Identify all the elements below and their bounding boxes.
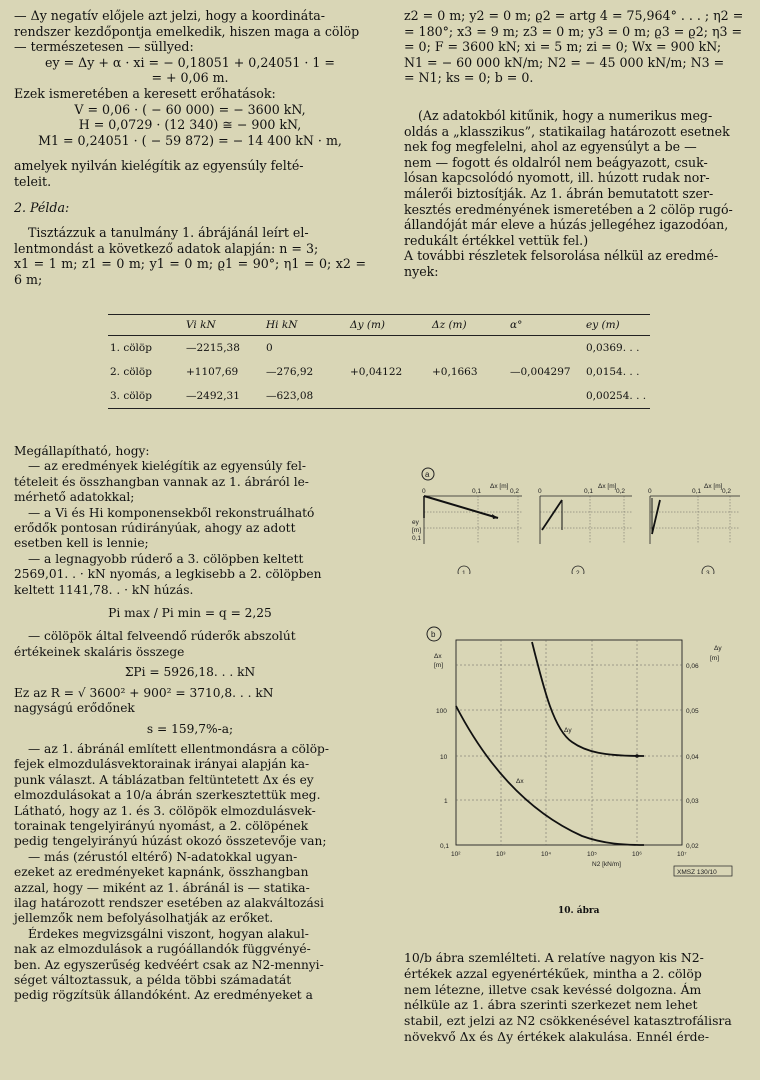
paragraph: jellemzők nem befolyásolhatják az erőket. [14, 911, 274, 926]
tick-label: 0 [422, 488, 426, 495]
curve-label: Δy [564, 727, 572, 734]
paragraph: redukált értékkel vettük fel.) [404, 232, 589, 248]
table-cell: 0,0154. . . [586, 366, 640, 378]
axis-unit: [m] [434, 662, 444, 669]
panel-number: 1 [462, 570, 466, 574]
tick-label: 0,1 [692, 488, 702, 495]
axis-unit: Δx [m] [704, 483, 723, 490]
axis-unit: Δx [m] [598, 483, 617, 490]
figure-stamp: XMSZ 130/10 [677, 869, 717, 876]
table-cell: —623,08 [264, 384, 348, 409]
paragraph: teleit. [14, 173, 52, 189]
equation: V = 0,06 · ( − 60 000) = − 3600 kN, [74, 101, 306, 117]
paragraph: = N1; ks = 0; b = 0. [404, 70, 534, 86]
tick-label: 0,06 [686, 663, 699, 670]
table-row [108, 360, 650, 384]
tick-label: 0,2 [722, 488, 732, 495]
paragraph: — természetesen — süllyed: [14, 39, 194, 55]
table-cell: 0,00254. . . [584, 384, 650, 409]
paragraph: kesztés eredményének ismeretében a 2 cölöp rugó- [404, 201, 733, 217]
paragraph: fejek elmozdulásvektorainak irányai alapján ka- [14, 757, 310, 772]
paragraph: = 180°; x3 = 9 m; z3 = 0 m; y3 = 0 m; ϱ3 = ϱ2; η3 = [404, 23, 743, 39]
displacement-panel [412, 483, 522, 574]
curve-label: Δx [516, 778, 524, 785]
paragraph: lentmondást a következő adatok alapján: n = 3; [14, 240, 319, 256]
displacement-panel [538, 483, 632, 574]
paragraph: azzal, hogy — miként az 1. ábránál is — statika- [14, 880, 310, 895]
paragraph: oldás a „klasszikus”, statikailag határozott esetnek [404, 123, 730, 139]
table-header [108, 315, 184, 336]
paragraph: elmozdulásokat a 10/a ábrán szerkesztettük meg. [14, 788, 321, 803]
paragraph: értékeinek skaláris összege [14, 644, 185, 659]
table-cell: —2215,38 [186, 342, 240, 354]
equation: s = 159,7%-a; [146, 721, 234, 736]
paragraph: A további részletek felsorolása nélkül az eredmé- [404, 248, 719, 264]
table-header: Δz (m) [430, 315, 508, 336]
paragraph: lósan kapcsolódó nyomott, ill. húzott rudak nor- [404, 170, 710, 186]
figure-label: b [431, 630, 436, 639]
equation: ey = Δy + α · xi = − 0,18051 + 0,24051 · 1 = [45, 54, 335, 70]
paragraph: ben. Az egyszerűség kedvéért csak az N2-mennyi- [14, 957, 324, 972]
table-row [108, 336, 650, 361]
tick-label: 0,03 [686, 798, 699, 805]
equation: ΣPi = 5926,18. . . kN [124, 665, 256, 680]
paragraph: N1 = − 60 000 kN/m; N2 = − 45 000 kN/m; N3 = [404, 54, 725, 70]
figure-label: a [425, 470, 430, 479]
paragraph: stabil, ezt jelzi az N2 csökkenésével katasztrofálisra [404, 1013, 732, 1029]
paragraph: Látható, hogy az 1. és 3. cölöpök elmozdulásvek- [14, 803, 316, 818]
equation: = + 0,06 m. [151, 70, 229, 86]
axis-title: Δy [714, 645, 722, 652]
table-header: α° [508, 315, 584, 336]
figure-10a [404, 462, 752, 574]
paragraph: amelyek nyilván kielégítik az egyensúly felté- [14, 158, 304, 174]
tick-label: 0,04 [686, 754, 699, 761]
paragraph: mérhető adatokkal; [14, 490, 135, 505]
figure-10b [404, 620, 752, 882]
equation: Pi max / Pi min = q = 2,25 [108, 606, 272, 621]
paragraph: értékek azzal egyenértékűek, mintha a 2. cölöp [404, 965, 702, 981]
paragraph: Megállapítható, hogy: [14, 444, 150, 458]
paragraph: (Az adatokból kitűnik, hogy a numerikus meg- [418, 107, 713, 123]
right-top-column [404, 8, 752, 280]
paragraph: — az eredmények kielégítik az egyensúly fel- [28, 459, 307, 474]
paragraph: nak az elmozdulások a rugóállandók függvényé- [14, 942, 311, 957]
table-cell [430, 336, 508, 361]
paragraph: punk választ. A táblázatban feltüntetett Δx és ey [14, 772, 314, 787]
x-axis-label: N2 [kN/m] [592, 861, 621, 868]
paragraph: Ez az R = √ 3600² + 900² = 3710,8. . . kN [14, 685, 274, 700]
paragraph: = 0; F = 3600 kN; xi = 5 m; zi = 0; Wx = 900 kN; [404, 39, 722, 55]
left-top-column [14, 8, 366, 288]
axis-label: ey [412, 519, 419, 526]
paragraph: — cölöpök által felveendő rúderők abszolút [28, 629, 296, 644]
figure-caption: 10. ábra [558, 906, 600, 916]
table-cell: 2. cölöp [110, 366, 152, 378]
panel-number: 2 [576, 570, 580, 574]
paragraph: ilag határozott rendszer esetében az alakváltozási [14, 895, 324, 910]
paragraph: — más (zérustól eltérő) N-adatokkal ugyan- [28, 849, 298, 864]
tick-label: 0,02 [686, 843, 699, 850]
table-cell: 0,0369. . . [586, 342, 640, 354]
table-header-row [108, 315, 650, 336]
axis-unit: [m] [710, 655, 720, 662]
tick-label: 0,1 [584, 488, 594, 495]
tick-label: 0,2 [616, 488, 626, 495]
tick-label: 100 [436, 708, 447, 715]
table-cell: +1107,69 [186, 366, 239, 378]
tick-label: 0,1 [440, 843, 450, 850]
axis-unit: Δx [m] [490, 483, 509, 490]
paragraph: rendszer kezdőpontja emelkedik, hiszen maga a cölöp [14, 23, 360, 39]
tick-label: 0 [648, 488, 652, 495]
table-cell [508, 384, 584, 409]
paragraph: Tisztázzuk a tanulmány 1. ábrájánál leírt el- [28, 225, 309, 241]
paragraph: Érdekes megvizsgálni viszont, hogyan alakul- [28, 926, 309, 941]
tick-label: 0,1 [412, 535, 422, 542]
paragraph: állandóját már eleve a húzás jellegéhez igazodóan, [404, 217, 729, 233]
paragraph: esetben kell is lennie; [14, 536, 149, 551]
table-cell: +0,04122 [350, 366, 403, 378]
paragraph: x1 = 1 m; z1 = 0 m; y1 = 0 m; ϱ1 = 90°; η1 = 0; x2 = 6 m; [14, 256, 366, 287]
table-header: Δy (m) [348, 315, 430, 336]
table-header: Hi kN [264, 315, 348, 336]
table-row [108, 384, 650, 409]
dy-curve [532, 642, 644, 756]
tick-label: 1 [444, 798, 448, 805]
table-cell [348, 336, 430, 361]
table-cell: 1. cölöp [110, 342, 152, 354]
paragraph: erődők pontosan rúdirányúak, ahogy az adott [14, 521, 296, 536]
paragraph: nagyságú erődőnek [14, 701, 135, 716]
panel-number: 3 [706, 570, 710, 574]
paragraph: pedig rögzítsük állandóként. Az eredményeket a [14, 988, 313, 1003]
paragraph: keltett 1141,78. . · kN húzás. [14, 582, 194, 597]
table-cell [348, 384, 430, 409]
table-cell [508, 336, 584, 361]
tick-label: 0 [538, 488, 542, 495]
paragraph: növekvő Δx és Δy értékek alakulása. Ennél érde- [404, 1028, 710, 1044]
paragraph: pedig tengelyirányú húzást okozó összetevője van; [14, 834, 327, 849]
paragraph: tételeit és összhangban vannak az 1. ábráról le- [14, 474, 309, 489]
paragraph: — a legnagyobb rúderő a 3. cölöpben keltett [28, 551, 304, 566]
tick-label: 10 [440, 754, 448, 761]
tick-label: 10² [451, 851, 461, 858]
equation: M1 = 0,24051 · ( − 59 872) = − 14 400 kN · m, [38, 132, 342, 148]
paragraph: ezeket az eredményeket kapnánk, összhangban [14, 865, 309, 880]
paragraph: — a Vi és Hi komponensekből rekonstruálható [28, 505, 315, 520]
paragraph: nyek: [404, 263, 439, 279]
results-table [108, 314, 650, 409]
paragraph: nem — fogott és oldalról nem beágyazott, csuk- [404, 154, 708, 170]
paragraph: séget változtassuk, a példa többi számadatát [14, 973, 292, 987]
left-bottom-column [14, 444, 366, 1004]
table-cell: —276,92 [266, 366, 314, 378]
paragraph: nek fog megfelelni, ahol az egyensúlyt a be — [404, 139, 697, 155]
tick-label: 10⁷ [677, 851, 687, 858]
equation: H = 0,0729 · (12 340) ≅ − 900 kN, [78, 117, 302, 133]
paragraph: nem létezne, illetve csak kevéssé dolgozna. Ám [404, 981, 702, 997]
paragraph: málerői biztosítják. Az 1. ábrán bemutatott szer- [404, 185, 714, 201]
tick-label: 0,1 [472, 488, 482, 495]
paragraph: — Δy negatív előjele azt jelzi, hogy a koordináta- [14, 8, 326, 23]
table-cell: +0,1663 [432, 366, 478, 378]
paragraph: 10/b ábra szemlélteti. A relatíve nagyon kis N2- [404, 950, 704, 965]
paragraph: Ezek ismeretében a keresett erőhatások: [14, 85, 276, 101]
table-header: Vi kN [184, 315, 264, 336]
displacement-panel [648, 483, 740, 574]
right-bottom-column [404, 950, 752, 1045]
tick-label: 10⁵ [587, 851, 597, 858]
section-heading: 2. Példa: [14, 199, 70, 215]
table-cell: 0 [266, 342, 273, 354]
paragraph: nélküle az 1. ábra szerinti szerkezet nem lehet [404, 997, 698, 1013]
dx-curve [456, 706, 644, 845]
table-cell [430, 384, 508, 409]
paragraph: 2569,01. . · kN nyomás, a legkisebb a 2. cölöpben [14, 567, 322, 582]
tick-label: 0,05 [686, 708, 699, 715]
paragraph: — az 1. ábránál említett ellentmondásra a cölöp- [28, 741, 329, 756]
axis-label: [m] [412, 527, 422, 534]
table-cell: —0,004297 [510, 366, 571, 378]
tick-label: 10⁶ [632, 851, 642, 858]
tick-label: 10⁴ [541, 851, 552, 858]
paragraph: z2 = 0 m; y2 = 0 m; ϱ2 = artg 4 = 75,964° . . . ; η2 = [404, 8, 744, 23]
table-cell: 3. cölöp [108, 384, 184, 409]
tick-label: 0,2 [510, 488, 520, 495]
tick-label: 10³ [496, 851, 506, 858]
paragraph: torainak tengelyirányú nyomást, a 2. cölöpének [14, 818, 309, 833]
table-header: ey (m) [584, 315, 650, 336]
axis-title: Δx [434, 653, 442, 660]
table-cell: —2492,31 [184, 384, 264, 409]
